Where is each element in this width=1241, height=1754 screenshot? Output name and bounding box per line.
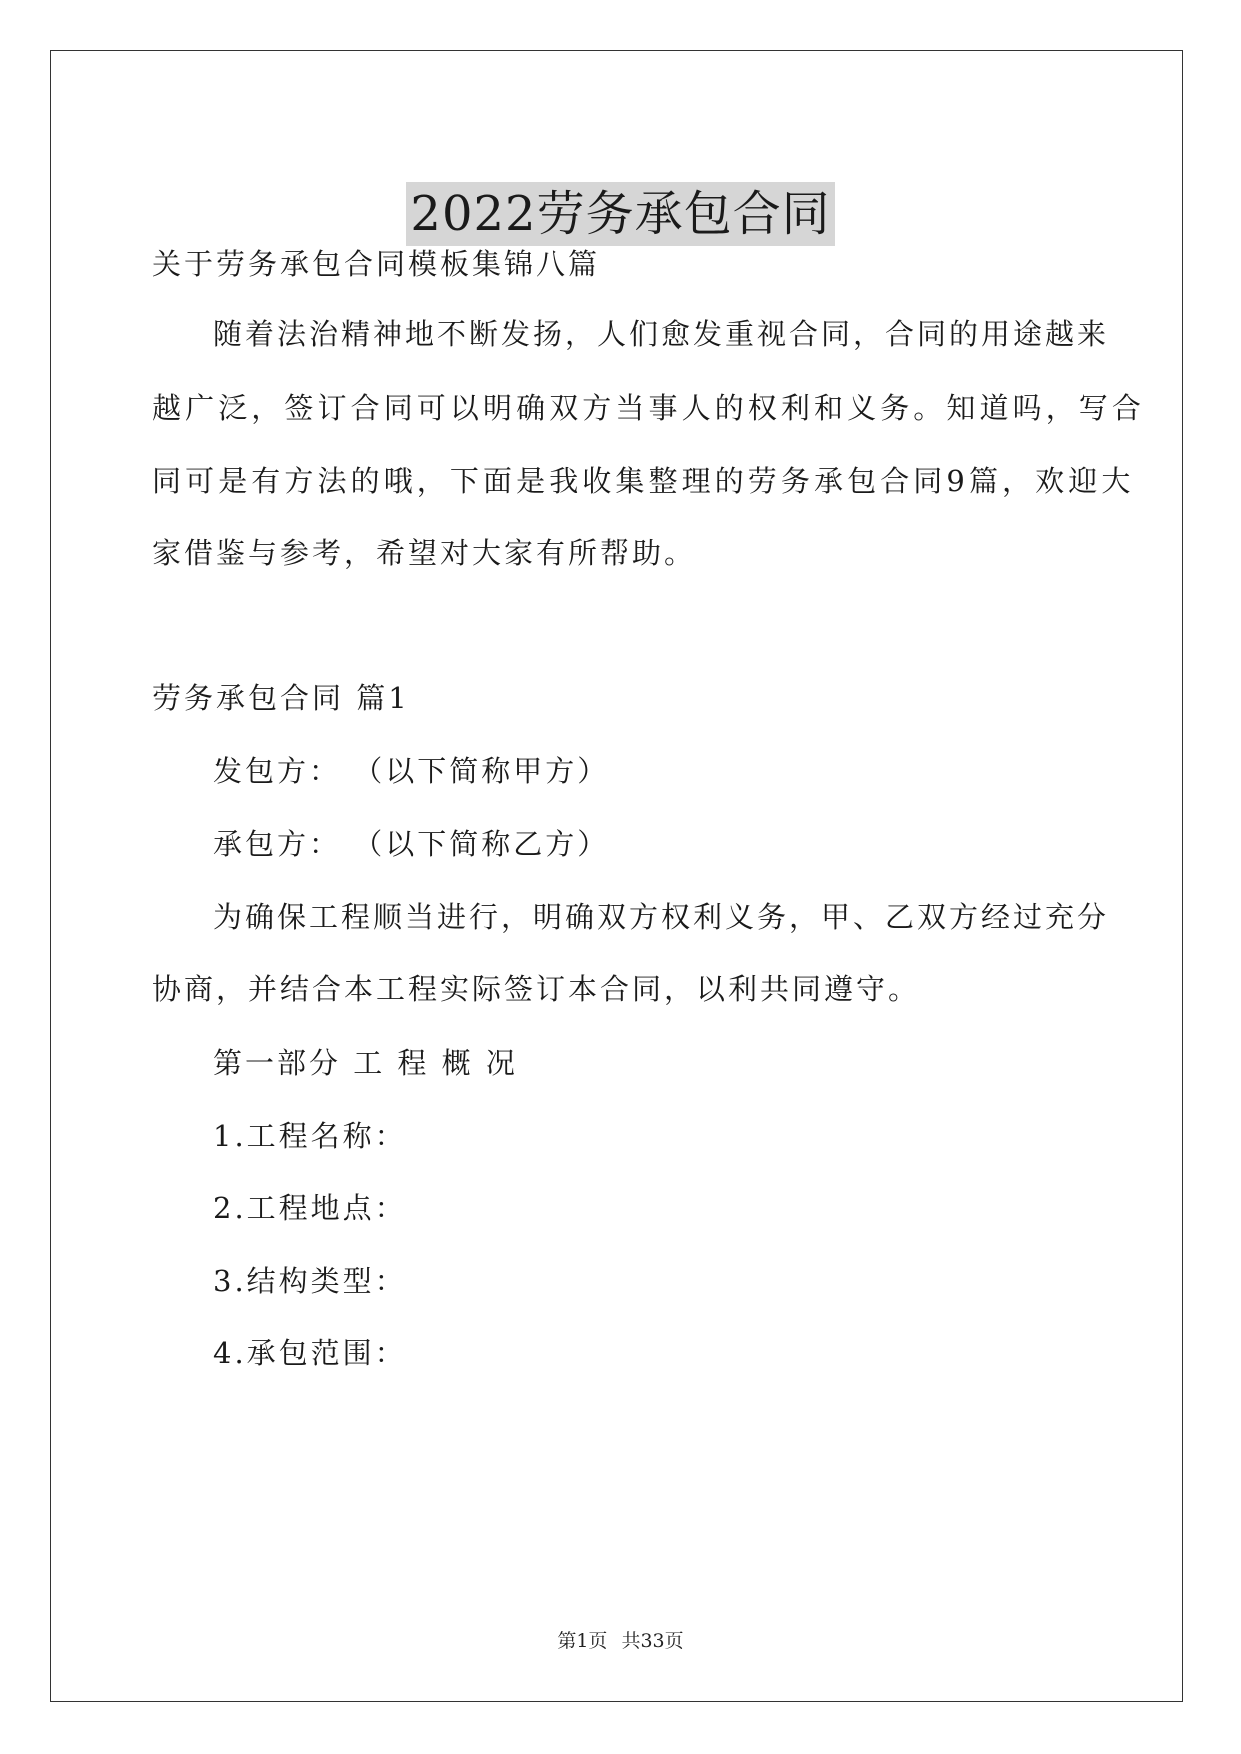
intro-line-3: 同可是有方法的哦，下面是我收集整理的劳务承包合同9篇，欢迎大	[152, 464, 1135, 498]
item-structure-type: 3.结构类型：	[213, 1264, 407, 1298]
purpose-line-1: 为确保工程顺当进行，明确双方权利义务，甲、乙双方经过充分	[213, 900, 1110, 934]
page-number: 第1页	[557, 1630, 608, 1652]
item-contract-scope: 4.承包范围：	[213, 1336, 407, 1370]
intro-line-1: 随着法治精神地不断发扬，人们愈发重视合同，合同的用途越来	[213, 317, 1110, 351]
page-frame	[50, 50, 1183, 1702]
page-total: 共33页	[621, 1630, 684, 1652]
party-a-line: 发包方： （以下简称甲方）	[213, 754, 610, 788]
intro-line-4: 家借鉴与参考，希望对大家有所帮助。	[152, 536, 697, 570]
document-title: 2022劳务承包合同	[406, 182, 834, 246]
document-subtitle: 关于劳务承包合同模板集锦八篇	[152, 247, 601, 281]
item-project-location: 2.工程地点：	[213, 1191, 407, 1225]
section-heading: 劳务承包合同 篇1	[152, 681, 410, 715]
intro-line-2: 越广泛，签订合同可以明确双方当事人的权利和义务。知道吗，写合	[152, 391, 1146, 425]
part-heading: 第一部分 工 程 概 况	[213, 1046, 518, 1080]
page-footer	[0, 1628, 1241, 1654]
purpose-line-2: 协商，并结合本工程实际签订本合同，以利共同遵守。	[152, 972, 921, 1006]
item-project-name: 1.工程名称：	[213, 1119, 407, 1153]
party-b-line: 承包方： （以下简称乙方）	[213, 827, 610, 861]
